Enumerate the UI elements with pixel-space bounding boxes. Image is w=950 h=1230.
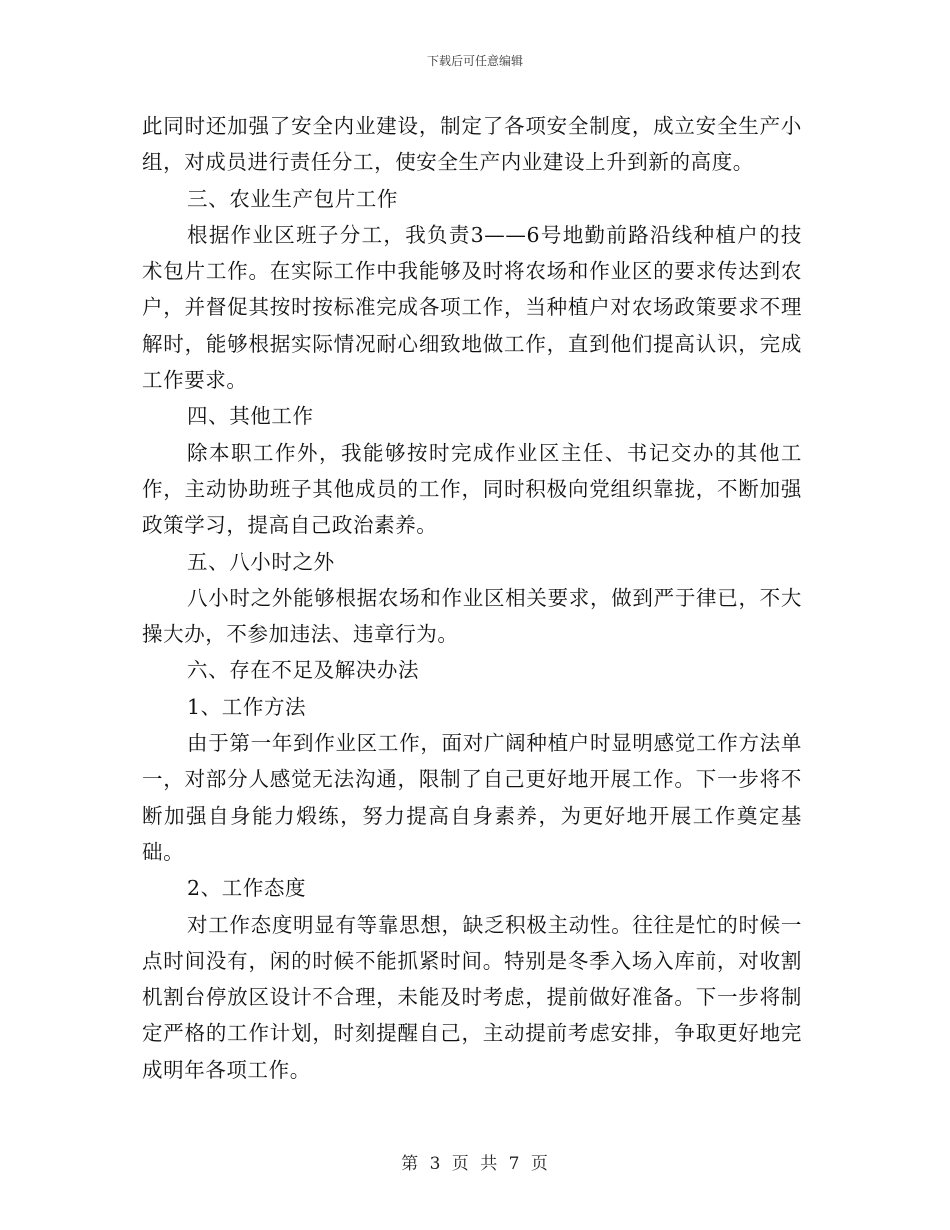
page-header: 下载后可任意编辑 (426, 54, 523, 68)
paragraph: 除本职工作外，我能够按时完成作业区主任、书记交办的其他工作，主动协助班子其他成员的工作，同时积极向党组织靠拢，不断加强政策学习，提高自己政治素养。 (142, 440, 802, 538)
paragraph: 此同时还加强了安全内业建设，制定了各项安全制度，成立安全生产小组，对成员进行责任分工，使安全生产内业建设上升到新的高度。 (142, 114, 802, 175)
section-heading: 五、八小时之外 (187, 549, 335, 574)
paragraph: 对工作态度明显有等靠思想，缺乏积极主动性。往往是忙的时候一点时间没有，闲的时候不能抓紧时间。特别是冬季入场入库前，对收割机割台停放区设计不合理，未能及时考虑，提前做好准备。下一步将制定严格的工作计划，时刻提醒自己，主动提前考虑安排，争取更好地完成明年各项工作。 (142, 912, 802, 1082)
subsection-heading: 2、工作态度 (187, 876, 307, 901)
section-heading: 四、其他工作 (187, 404, 314, 429)
document-body (142, 108, 802, 1088)
paragraph: 由于第一年到作业区工作，面对广阔种植户时显明感觉工作方法单一，对部分人感觉无法沟通，限制了自己更好地开展工作。下一步将不断加强自身能力煅练，努力提高自身素养，为更好地开展工作奠定基础。 (142, 731, 802, 864)
paragraph: 八小时之外能够根据农场和作业区相关要求，做到严于律已，不大操大办，不参加违法、违章行为。 (142, 585, 802, 647)
section-heading: 三、农业生产包片工作 (187, 186, 398, 211)
subsection-heading: 1、工作方法 (187, 694, 307, 719)
page-number-footer: 第 3 页 共 7 页 (401, 1154, 549, 1174)
section-heading: 六、存在不足及解决办法 (187, 658, 420, 683)
paragraph: 根据作业区班子分工，我负责3——6号地勤前路沿线种植户的技术包片工作。在实际工作中我能够及时将农场和作业区的要求传达到农户，并督促其按时按标准完成各项工作，当种植户对农场政策要求不理解时，能够根据实际情况耐心细致地做工作，直到他们提高认识，完成工作要求。 (142, 222, 802, 393)
